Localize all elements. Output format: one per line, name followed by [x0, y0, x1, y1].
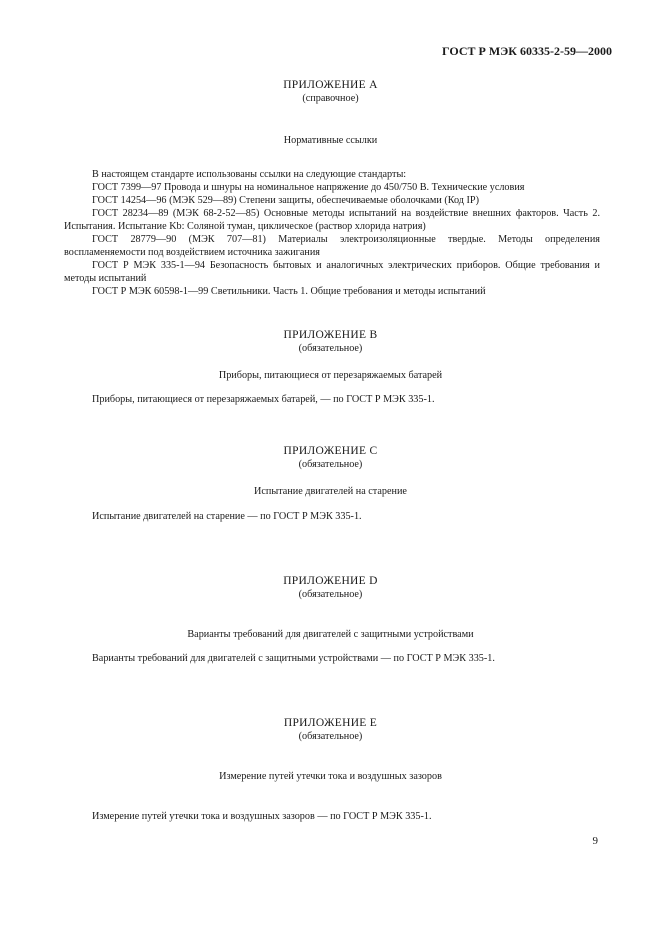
- appendix-b-text: Приборы, питающиеся от перезаряжаемых батарей, — по ГОСТ Р МЭК 335-1.: [92, 394, 435, 405]
- appendix-d-kind: (обязательное): [298, 589, 363, 600]
- appendix-c-kind: (обязательное): [298, 459, 363, 470]
- appendix-a-label: ПРИЛОЖЕНИЕ А: [283, 79, 378, 91]
- appendix-b-label: ПРИЛОЖЕНИЕ В: [283, 329, 378, 341]
- appendix-a-kind: (справочное): [302, 93, 359, 104]
- appendix-e-kind: (обязательное): [298, 731, 363, 742]
- appendix-e-label: ПРИЛОЖЕНИЕ Е: [283, 717, 378, 729]
- appendix-b-heading: [0, 328, 661, 355]
- appendix-a-paragraph: ГОСТ Р МЭК 60598-1—99 Светильники. Часть 1. Общие требования и методы испытаний: [92, 286, 486, 297]
- appendix-c-heading: [0, 444, 661, 471]
- appendix-d-title: Варианты требований для двигателей с защитными устройствами: [187, 629, 474, 640]
- appendix-e-body: [64, 810, 600, 823]
- appendix-a-paragraph: ГОСТ 28234—89 (МЭК 68-2-52—85) Основные методы испытаний на воздействие внешних факторов. Часть 2. Испытания. Испытание Kb: Соляной туман, циклическое (раствор хлорида натрия): [64, 208, 600, 232]
- appendix-a-paragraph: ГОСТ 28779—90 (МЭК 707—81) Материалы электроизоляционные твердые. Методы определения воспламеняемости под воздействием источника зажигания: [64, 234, 600, 258]
- appendix-e-title: Измерение путей утечки тока и воздушных зазоров: [219, 771, 442, 782]
- appendix-a-paragraph: ГОСТ 7399—97 Провода и шнуры на номинальное напряжение до 450/750 В. Технические условия: [92, 182, 525, 193]
- appendix-a-paragraph: ГОСТ 14254—96 (МЭК 529—89) Степени защиты, обеспечиваемые оболочками (Код IP): [92, 195, 479, 206]
- appendix-a-title: Нормативные ссылки: [283, 135, 378, 146]
- appendix-d-text: Варианты требований для двигателей с защитными устройствами — по ГОСТ Р МЭК 335-1.: [92, 653, 495, 664]
- appendix-a-paragraph: ГОСТ Р МЭК 335-1—94 Безопасность бытовых и аналогичных электрических приборов. Общие требования и методы испытаний: [64, 260, 600, 284]
- appendix-c-label: ПРИЛОЖЕНИЕ С: [283, 445, 378, 457]
- appendix-d-body: [64, 652, 600, 665]
- appendix-c-body: [64, 510, 600, 523]
- document-header: ГОСТ Р МЭК 60335-2-59—2000: [442, 44, 612, 58]
- appendix-d-heading: [0, 574, 661, 601]
- page-number: 9: [592, 835, 598, 847]
- appendix-e-text: Измерение путей утечки тока и воздушных зазоров — по ГОСТ Р МЭК 335-1.: [92, 811, 432, 822]
- appendix-b-body: [64, 393, 600, 406]
- appendix-c-title: Испытание двигателей на старение: [254, 486, 407, 497]
- appendix-b-title: Приборы, питающиеся от перезаряжаемых батарей: [218, 370, 443, 381]
- appendix-a-heading: [0, 78, 661, 105]
- appendix-a-body: [64, 168, 600, 298]
- appendix-a-paragraph: В настоящем стандарте использованы ссылки на следующие стандарты:: [92, 169, 407, 180]
- appendix-e-heading: [0, 716, 661, 743]
- appendix-d-label: ПРИЛОЖЕНИЕ D: [283, 575, 378, 587]
- appendix-c-text: Испытание двигателей на старение — по ГОСТ Р МЭК 335-1.: [92, 511, 362, 522]
- appendix-b-kind: (обязательное): [298, 343, 363, 354]
